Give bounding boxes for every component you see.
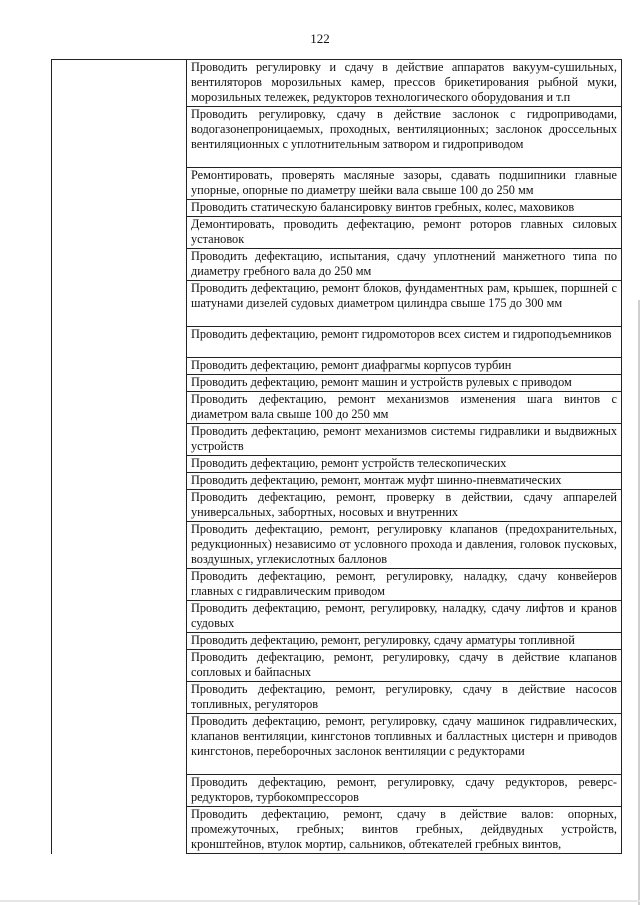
table-cell: Проводить регулировку, сдачу в действие заслонок с гидроприводами, водогазонепроницаемых, проходных, вентиляционных; заслонок дроссельных вентиляционных с уплотнительным затвором и гидроприводом [187,107,622,168]
table-cell: Проводить дефектацию, ремонт, регулировку, наладку, сдачу конвейеров главных с гидравлическим приводом [187,569,622,601]
table-cell: Проводить дефектацию, ремонт, сдачу в действие валов: опорных, промежуточных, гребных; винтов гребных, дейдвудных устройств, кронштейнов, втулок мортир, сальников, обтекателей гребных винтов, [187,807,622,854]
table-cell: Проводить регулировку и сдачу в действие аппаратов вакуум-сушильных, вентиляторов морозильных камер, прессов брикетирования рыбной муки, морозильных тележек, редукторов технологического оборудования и т.п [187,60,622,107]
table-cell: Проводить дефектацию, ремонт, регулировку, сдачу в действие клапанов сопловых и байпасных [187,650,622,682]
table-cell: Проводить дефектацию, испытания, сдачу уплотнений манжетного типа по диаметру гребного вала до 250 мм [187,249,622,281]
table-row [52,60,622,107]
table-cell: Проводить дефектацию, ремонт, проверку в действии, сдачу аппарелей универсальных, забортных, носовых и внутренних [187,490,622,522]
table-cell: Проводить дефектацию, ремонт, регулировку клапанов (предохранительных, редукционных) независимо от условного прохода и давления, головок пусковых, воздушных, углекислотных баллонов [187,522,622,569]
table-cell: Проводить дефектацию, ремонт механизмов изменения шага винтов с диаметром вала свыше 100 до 250 мм [187,392,622,424]
table-cell: Проводить дефектацию, ремонт механизмов системы гидравлики и выдвижных устройств [187,424,622,456]
scan-bottom-edge [0,900,640,902]
table-cell: Проводить дефектацию, ремонт устройств телескопических [187,456,622,473]
table-cell: Проводить дефектацию, ремонт, регулировку, сдачу в действие насосов топливных, регуляторов [187,682,622,714]
table-cell: Проводить дефектацию, ремонт гидромоторов всех систем и гидроподъемников [187,327,622,358]
table-cell: Проводить дефектацию, ремонт машин и устройств рулевых с приводом [187,375,622,392]
table-cell: Демонтировать, проводить дефектацию, ремонт роторов главных силовых установок [187,217,622,249]
table-cell: Проводить дефектацию, ремонт, регулировку, сдачу редукторов, реверс-редукторов, турбокомпрессоров [187,775,622,807]
table-cell: Ремонтировать, проверять масляные зазоры, сдавать подшипники главные упорные, опорные по диаметру шейки вала свыше 100 до 250 мм [187,168,622,200]
table-cell: Проводить статическую балансировку винтов гребных, колес, маховиков [187,200,622,217]
table-cell: Проводить дефектацию, ремонт, регулировку, наладку, сдачу лифтов и кранов судовых [187,601,622,633]
table-cell: Проводить дефектацию, ремонт, регулировку, сдачу машинок гидравлических, клапанов вентиляции, кингстонов топливных и балластных цистерн и приводов кингстонов, переборочных заслонок вентиляции с редукторами [187,714,622,775]
table-cell: Проводить дефектацию, ремонт, монтаж муфт шинно-пневматических [187,473,622,490]
table-cell: Проводить дефектацию, ремонт, регулировку, сдачу арматуры топливной [187,633,622,650]
work-items-table [51,59,622,854]
table-cell: Проводить дефектацию, ремонт диафрагмы корпусов турбин [187,358,622,375]
table-cell: Проводить дефектацию, ремонт блоков, фундаментных рам, крышек, поршней с шатунами дизелей судовых диаметром цилиндра свыше 175 до 300 мм [187,281,622,327]
page-number: 122 [310,31,330,46]
left-column-cell [52,60,187,854]
